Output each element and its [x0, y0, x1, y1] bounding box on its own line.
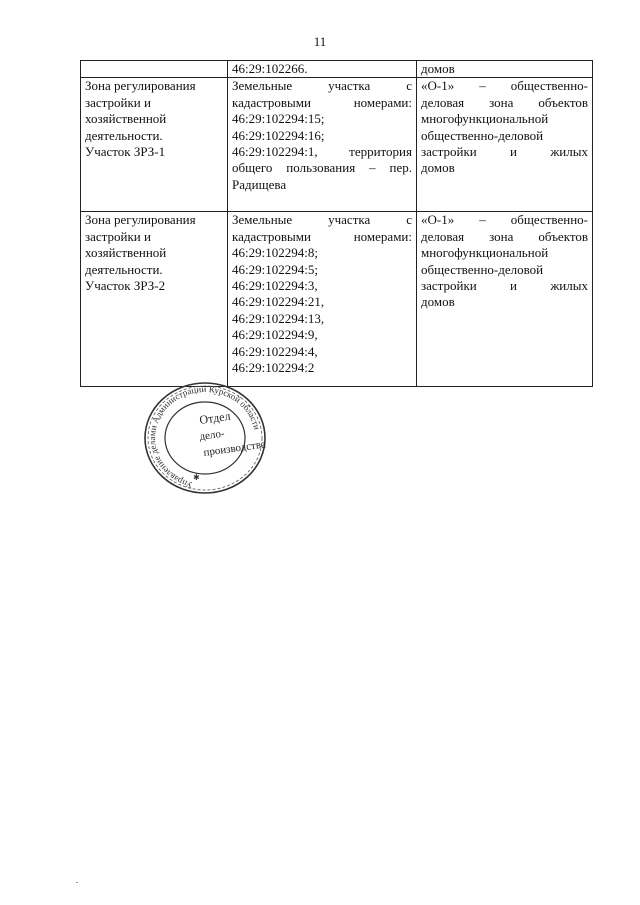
office-stamp [140, 376, 270, 496]
plot-line: 46:29:102294:21, [232, 294, 325, 310]
zone-type-line: многофункциональной [421, 245, 549, 261]
plot-line: Радищева [232, 176, 287, 192]
stamp-seal [140, 376, 270, 496]
plot-line: 46:29:102294:1, территория [232, 144, 412, 160]
zone-name-line: Зона регулирования [85, 212, 196, 228]
plot-line: общего пользования – пер. [232, 160, 412, 176]
zone-type-line: деловая зона объектов [421, 228, 588, 244]
table-cell-zone [81, 61, 228, 78]
zone-name-line: хозяйственной [85, 111, 167, 127]
plot-line: 46:29:102294:2 [232, 360, 315, 376]
plot-line: 46:29:102294:5; [232, 261, 318, 277]
zone-type-line: домов [421, 160, 455, 176]
stamp-center-text: производства [202, 438, 267, 459]
zone-type-line: деловая зона объектов [421, 94, 588, 110]
table-cell-zone-type [417, 61, 593, 78]
plot-line: Земельные участка с [232, 78, 412, 94]
zone-name-line: Участок ЗРЗ-1 [85, 144, 166, 160]
stamp-center-text: Отдел [198, 408, 232, 427]
zone-type-line: застройки и жилых [421, 278, 588, 294]
table-cell-zone [81, 78, 228, 212]
plot-line: 46:29:102294:13, [232, 310, 325, 326]
zone-name-line: деятельности. [85, 127, 163, 143]
table-cell-zone [81, 212, 228, 387]
zone-type-line: «О-1» – общественно- [421, 78, 588, 94]
zone-name-line: застройки и [85, 228, 151, 244]
table-row [81, 212, 593, 387]
zone-name-line: застройки и [85, 94, 151, 110]
plot-line: кадастровыми номерами: [232, 94, 412, 110]
table-cell-plots [228, 212, 417, 387]
zone-type-line: многофункциональной [421, 111, 549, 127]
zone-type-line: общественно-деловой [421, 127, 544, 143]
stamp-ring-text: Управление делами Администрации Курской области [147, 383, 263, 491]
zone-type-line: домов [421, 294, 455, 310]
plot-line: Земельные участка с [232, 212, 412, 228]
zones-table [80, 60, 593, 387]
cadastral-number: 46:29:102266. [232, 61, 308, 76]
plot-line: 46:29:102294:8; [232, 245, 318, 261]
scan-speck [76, 882, 78, 883]
page-number: 11 [313, 34, 327, 49]
plot-line: 46:29:102294:16; [232, 127, 325, 143]
table-cell-plots [228, 61, 417, 78]
zone-name-line: Зона регулирования [85, 78, 196, 94]
plot-line: кадастровыми номерами: [232, 228, 412, 244]
plot-line: 46:29:102294:3, [232, 278, 318, 294]
table-cell-plots [228, 78, 417, 212]
zone-type-line: общественно-деловой [421, 261, 544, 277]
zone-type-line: застройки и жилых [421, 144, 588, 160]
plot-line: 46:29:102294:9, [232, 327, 318, 343]
table-cell-zone-type [417, 212, 593, 387]
stamp-star: ✱ [193, 473, 200, 482]
plot-line: 46:29:102294:4, [232, 343, 318, 359]
zone-name-line: деятельности. [85, 261, 163, 277]
stamp-center-text: дело- [198, 427, 226, 443]
table-cell-zone-type [417, 78, 593, 212]
table-row-continuation [81, 61, 593, 78]
zone-name-line: Участок ЗРЗ-2 [85, 278, 166, 294]
table-row [81, 78, 593, 212]
zone-type-line: «О-1» – общественно- [421, 212, 588, 228]
zone-type-text: домов [421, 61, 455, 76]
plot-line: 46:29:102294:15; [232, 111, 325, 127]
zone-name-line: хозяйственной [85, 245, 167, 261]
